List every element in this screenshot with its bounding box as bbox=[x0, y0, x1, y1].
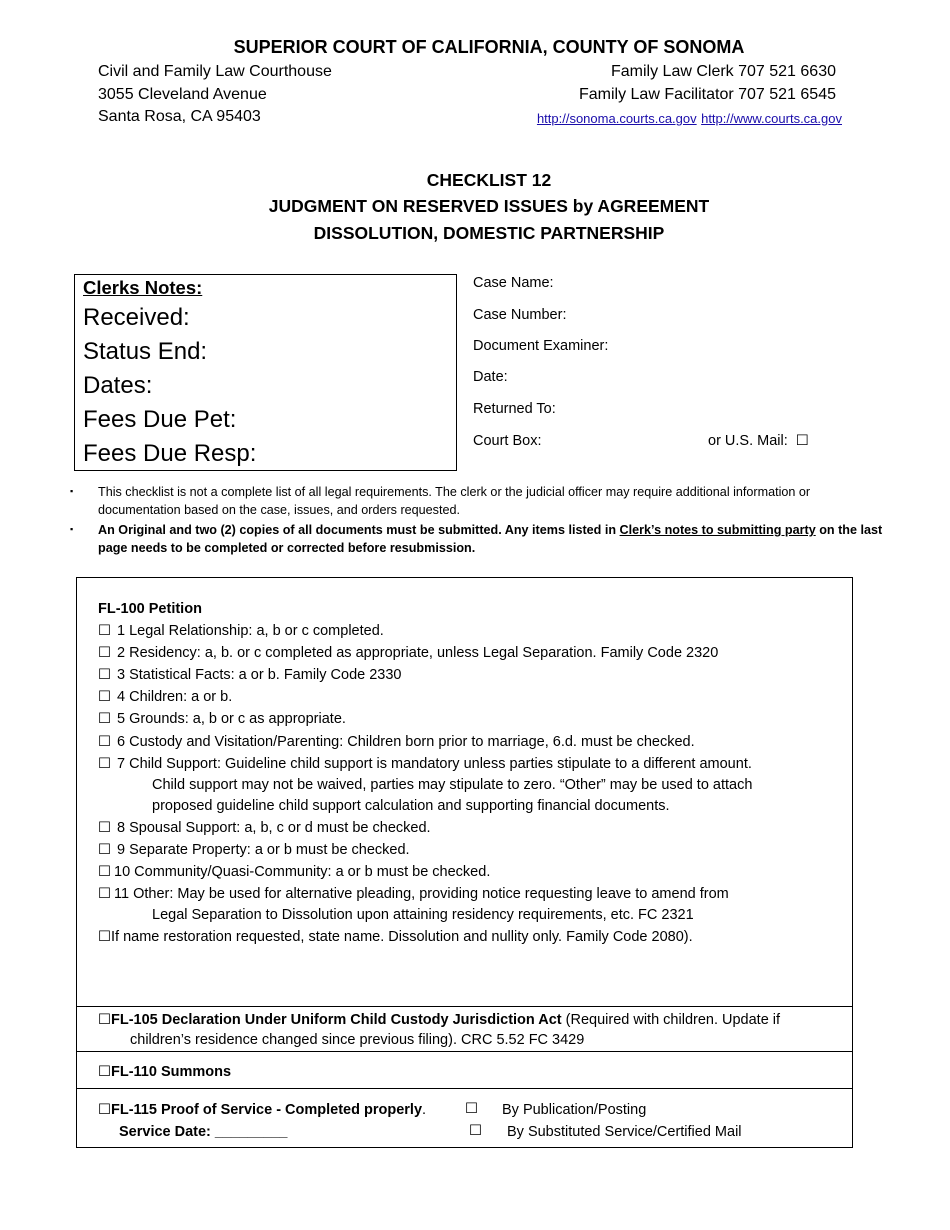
publication-label: By Publication/Posting bbox=[502, 1102, 647, 1118]
street-address: 3055 Cleveland Avenue bbox=[98, 86, 267, 103]
item-7-checkbox[interactable]: ☐ bbox=[98, 756, 111, 772]
fl105-note: (Required with children. Update if bbox=[561, 1012, 781, 1028]
divider bbox=[76, 1051, 853, 1052]
item-11-text: 11 Other: May be used for alternative pleading, providing notice requesting leave to amend from bbox=[114, 886, 729, 902]
fl115-row bbox=[98, 1102, 426, 1118]
item-1-checkbox[interactable]: ☐ bbox=[98, 623, 111, 639]
item-8-checkbox[interactable]: ☐ bbox=[98, 820, 111, 836]
sonoma-courts-link[interactable]: http://sonoma.courts.ca.gov bbox=[536, 111, 697, 126]
date-label: Date: bbox=[473, 369, 508, 385]
fl105-note-cont: children’s residence changed since previous filing). CRC 5.52 FC 3429 bbox=[130, 1032, 585, 1048]
item-8-text: 8 Spousal Support: a, b, c or d must be checked. bbox=[117, 820, 431, 836]
fl105-checkbox[interactable]: ☐ bbox=[98, 1012, 111, 1028]
courthouse-name: Civil and Family Law Courthouse bbox=[98, 63, 332, 80]
returned-to-label: Returned To: bbox=[473, 401, 556, 417]
bullet-2: ▪ bbox=[70, 524, 74, 534]
item-3-checkbox[interactable]: ☐ bbox=[98, 667, 111, 683]
court-title: SUPERIOR COURT OF CALIFORNIA, COUNTY OF SONOMA bbox=[233, 37, 745, 57]
item-2-checkbox[interactable]: ☐ bbox=[98, 645, 111, 661]
checklist-item bbox=[98, 645, 718, 661]
item-1-text: 1 Legal Relationship: a, b or c completed. bbox=[117, 623, 384, 639]
us-mail-label: or U.S. Mail: bbox=[708, 433, 788, 449]
item-12-checkbox[interactable]: ☐ bbox=[98, 929, 111, 945]
checklist-item bbox=[98, 667, 402, 683]
item-7-text-cont: proposed guideline child support calculation and supporting financial documents. bbox=[152, 798, 670, 814]
item-6-checkbox[interactable]: ☐ bbox=[98, 734, 111, 750]
notice-copies-text-end: on the last page needs to be completed or corrected before resubmission. bbox=[98, 523, 883, 555]
bullet-1: ▪ bbox=[70, 486, 74, 496]
checklist-item bbox=[98, 929, 693, 945]
fl105-row bbox=[98, 1012, 780, 1028]
fl110-title: FL-110 Summons bbox=[111, 1064, 232, 1080]
dates-label: Dates: bbox=[83, 372, 153, 399]
fl110-checkbox[interactable]: ☐ bbox=[98, 1064, 111, 1080]
notice-requirements: This checklist is not a complete list of all legal requirements. The clerk or the judicial officer may require additional information or documentation based on the case, issues, and orders requested. bbox=[98, 485, 811, 517]
checklist-subtitle: DISSOLUTION, DOMESTIC PARTNERSHIP bbox=[313, 223, 665, 243]
item-2-text: 2 Residency: a, b. or c completed as appropriate, unless Legal Separation. Family Code 2320 bbox=[117, 645, 719, 661]
substituted-service-label: By Substituted Service/Certified Mail bbox=[507, 1124, 742, 1140]
checklist-item bbox=[98, 820, 431, 836]
checklist-item bbox=[98, 756, 752, 772]
fl115-period: . bbox=[422, 1102, 427, 1118]
item-10-text: 10 Community/Quasi-Community: a or b must be checked. bbox=[114, 864, 491, 880]
clerk-notes-box bbox=[74, 274, 457, 471]
item-6-text: 6 Custody and Visitation/Parenting: Children born prior to marriage, 6.d. must be checked. bbox=[117, 734, 695, 750]
links bbox=[537, 110, 842, 128]
case-number-label: Case Number: bbox=[473, 307, 567, 323]
checklist-title: JUDGMENT ON RESERVED ISSUES by AGREEMENT bbox=[268, 196, 710, 216]
fl105-title: FL-105 Declaration Under Uniform Child Custody Jurisdiction Act bbox=[111, 1012, 562, 1028]
checklist-number: CHECKLIST 12 bbox=[426, 170, 552, 190]
checklist-item bbox=[98, 842, 410, 858]
item-12-text: If name restoration requested, state name. Dissolution and nullity only. Family Code 2080). bbox=[111, 929, 693, 945]
case-name-label: Case Name: bbox=[473, 275, 554, 291]
city-address: Santa Rosa, CA 95403 bbox=[98, 108, 261, 125]
item-9-text: 9 Separate Property: a or b must be checked. bbox=[117, 842, 410, 858]
item-5-checkbox[interactable]: ☐ bbox=[98, 711, 111, 727]
item-7-text: 7 Child Support: Guideline child support is mandatory unless parties stipulate to a different amount. bbox=[117, 756, 752, 772]
fl115-title: FL-115 Proof of Service - Completed properly bbox=[111, 1102, 423, 1118]
clerk-notes-heading: Clerks Notes: bbox=[83, 277, 203, 298]
item-4-text: 4 Children: a or b. bbox=[117, 689, 233, 705]
checklist-item bbox=[98, 864, 490, 880]
document-examiner-label: Document Examiner: bbox=[473, 338, 609, 354]
item-9-checkbox[interactable]: ☐ bbox=[98, 842, 111, 858]
checklist-item bbox=[98, 689, 232, 705]
fl110-row bbox=[98, 1064, 231, 1080]
us-mail-option bbox=[708, 433, 809, 449]
item-10-checkbox[interactable]: ☐ bbox=[98, 864, 111, 880]
notice-copies-text: An Original and two (2) copies of all documents must be submitted. Any items listed in bbox=[98, 523, 620, 537]
status-end-label: Status End: bbox=[83, 338, 208, 365]
fl100-heading: FL-100 Petition bbox=[98, 601, 202, 617]
item-5-text: 5 Grounds: a, b or c as appropriate. bbox=[117, 711, 346, 727]
item-3-text: 3 Statistical Facts: a or b. Family Code 2330 bbox=[117, 667, 402, 683]
item-11-checkbox[interactable]: ☐ bbox=[98, 886, 111, 902]
checklist-box bbox=[76, 577, 853, 1148]
notice-copies bbox=[98, 521, 888, 557]
ca-courts-link[interactable]: http://www.courts.ca.gov bbox=[701, 111, 842, 126]
substituted-service-checkbox[interactable]: ☐ bbox=[469, 1123, 482, 1139]
item-11-text-cont: Legal Separation to Dissolution upon attaining residency requirements, etc. FC 2321 bbox=[152, 907, 694, 923]
facilitator-phone: Family Law Facilitator 707 521 6545 bbox=[578, 86, 836, 103]
clerk-phone: Family Law Clerk 707 521 6630 bbox=[610, 63, 836, 80]
item-7-text-cont: Child support may not be waived, parties may stipulate to zero. “Other” may be used to attach bbox=[152, 777, 753, 793]
fees-due-resp-label: Fees Due Resp: bbox=[83, 440, 257, 467]
divider bbox=[76, 1006, 853, 1007]
clerks-notes-reference: Clerk’s notes to submitting party bbox=[619, 523, 816, 537]
us-mail-checkbox[interactable]: ☐ bbox=[795, 433, 809, 449]
received-label: Received: bbox=[83, 304, 190, 331]
divider bbox=[76, 1088, 853, 1089]
fl115-checkbox[interactable]: ☐ bbox=[98, 1102, 111, 1118]
fees-due-pet-label: Fees Due Pet: bbox=[83, 406, 237, 433]
item-4-checkbox[interactable]: ☐ bbox=[98, 689, 111, 705]
court-box-label: Court Box: bbox=[473, 433, 542, 449]
checklist-item bbox=[98, 623, 384, 639]
checklist-item bbox=[98, 711, 346, 727]
publication-checkbox[interactable]: ☐ bbox=[465, 1101, 478, 1117]
service-date-label: Service Date: _________ bbox=[119, 1124, 288, 1140]
checklist-item bbox=[98, 734, 695, 750]
checklist-item bbox=[98, 886, 729, 902]
